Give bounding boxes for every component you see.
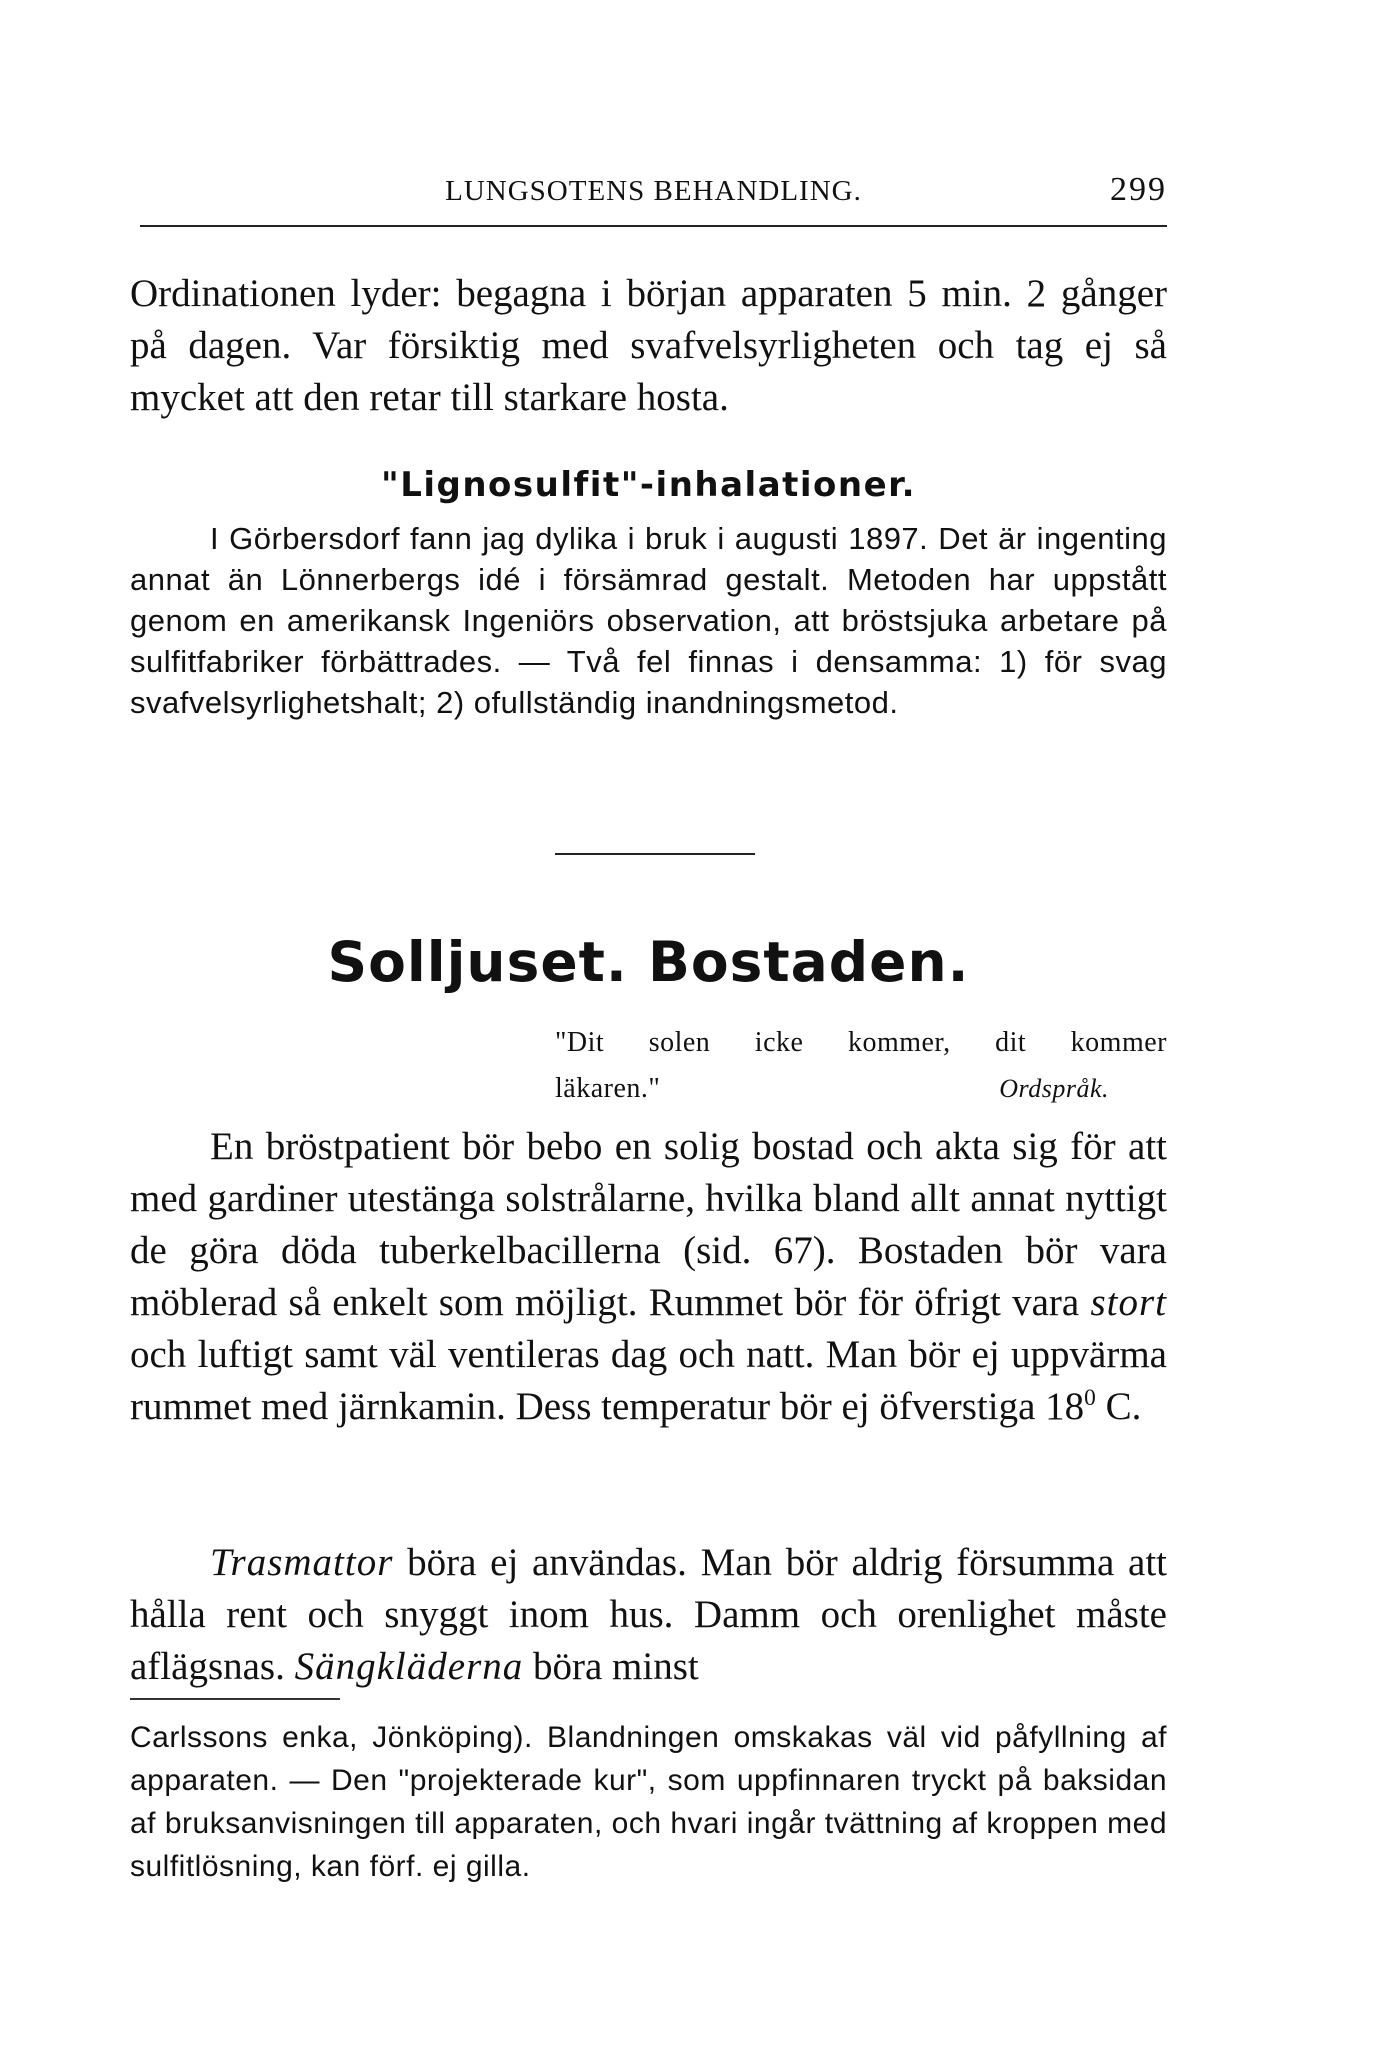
epigraph-quote-line1: "Dit solen icke kommer, dit kommer [555, 1027, 1167, 1058]
lignosulfit-paragraph: I Görbersdorf fann jag dylika i bruk i augusti 1897. Det är ingenting annat än Lönnerbergs idé i försämrad gestalt. Metoden har uppstått genom en amerikansk Ingeniörs observation, att bröstsjuka arbetare på sulfitfabriker förbättrades. — Två fel finnas i densamma: 1) för svag svafvelsyrlighetshalt; 2) ofullständig inandningsmetod. [130, 521, 1167, 720]
epigraph-quote-end: läkaren." [555, 1073, 661, 1104]
epigraph-quote-line2 [555, 1066, 1167, 1112]
body-paragraph-1 [130, 1121, 1167, 1433]
footnote-rule [130, 1698, 340, 1700]
ordination-paragraph: Ordinationen lyder: begagna i början apparaten 5 min. 2 gånger på dagen. Var försiktig med svafvelsyrligheten och tag ej så mycket att den retar till starkare hosta. [130, 272, 1167, 419]
body-paragraph-1-part1: En bröstpatient bör bebo en solig bostad och akta sig för att med gardiner utestänga solstrålarne, hvilka bland allt annat nyttigt de göra döda tuberkelbacillerna (sid. 67). Bostaden bör vara möblerad så enkelt som möjligt. Rummet bör för öfrigt vara [130, 1125, 1167, 1324]
body-paragraph-2-part1: böra ej användas. Man bör aldrig försumma att hålla rent och snyggt inom hus. Damm och orenlighet måste aflägsnas. [130, 1541, 1167, 1688]
degree-mark: 0 [1084, 1385, 1096, 1411]
section-title: Solljuset. Bostaden. [327, 930, 970, 994]
body-paragraph-1-part3: C. [1095, 1385, 1142, 1428]
page-number: 299 [1110, 171, 1167, 208]
emphasis-stort: stort [1090, 1281, 1167, 1324]
footnote: Carlssons enka, Jönköping). Blandningen omskakas väl vid påfyllning af apparaten. — Den "projekterade kur", som uppfinnaren tryckt på baksidan af bruksanvisningen till apparaten, och hvari ingår tvättning af kroppen med sulfitlösning, kan förf. ej gilla. [130, 1721, 1167, 1883]
running-title: LUNGSOTENS BEHANDLING. [445, 175, 862, 207]
lignosulfit-heading: "Lignosulfit"-inhalationer. [380, 465, 917, 505]
epigraph-source: Ordspråk. [999, 1074, 1109, 1103]
body-paragraph-1-part2: och luftigt samt väl ventileras dag och natt. Man bör ej uppvärma rummet med järnkamin. Dess temperatur bör ej öfverstiga 18 [130, 1333, 1167, 1428]
emphasis-sangkladerna: Sängkläderna [294, 1645, 524, 1688]
epigraph [555, 1020, 1167, 1112]
body-paragraph-2-part2: böra minst [523, 1645, 699, 1688]
running-header [140, 171, 1167, 227]
section-divider [555, 853, 755, 855]
body-paragraph-2 [130, 1537, 1167, 1693]
emphasis-trasmattor: Trasmattor [210, 1541, 394, 1584]
